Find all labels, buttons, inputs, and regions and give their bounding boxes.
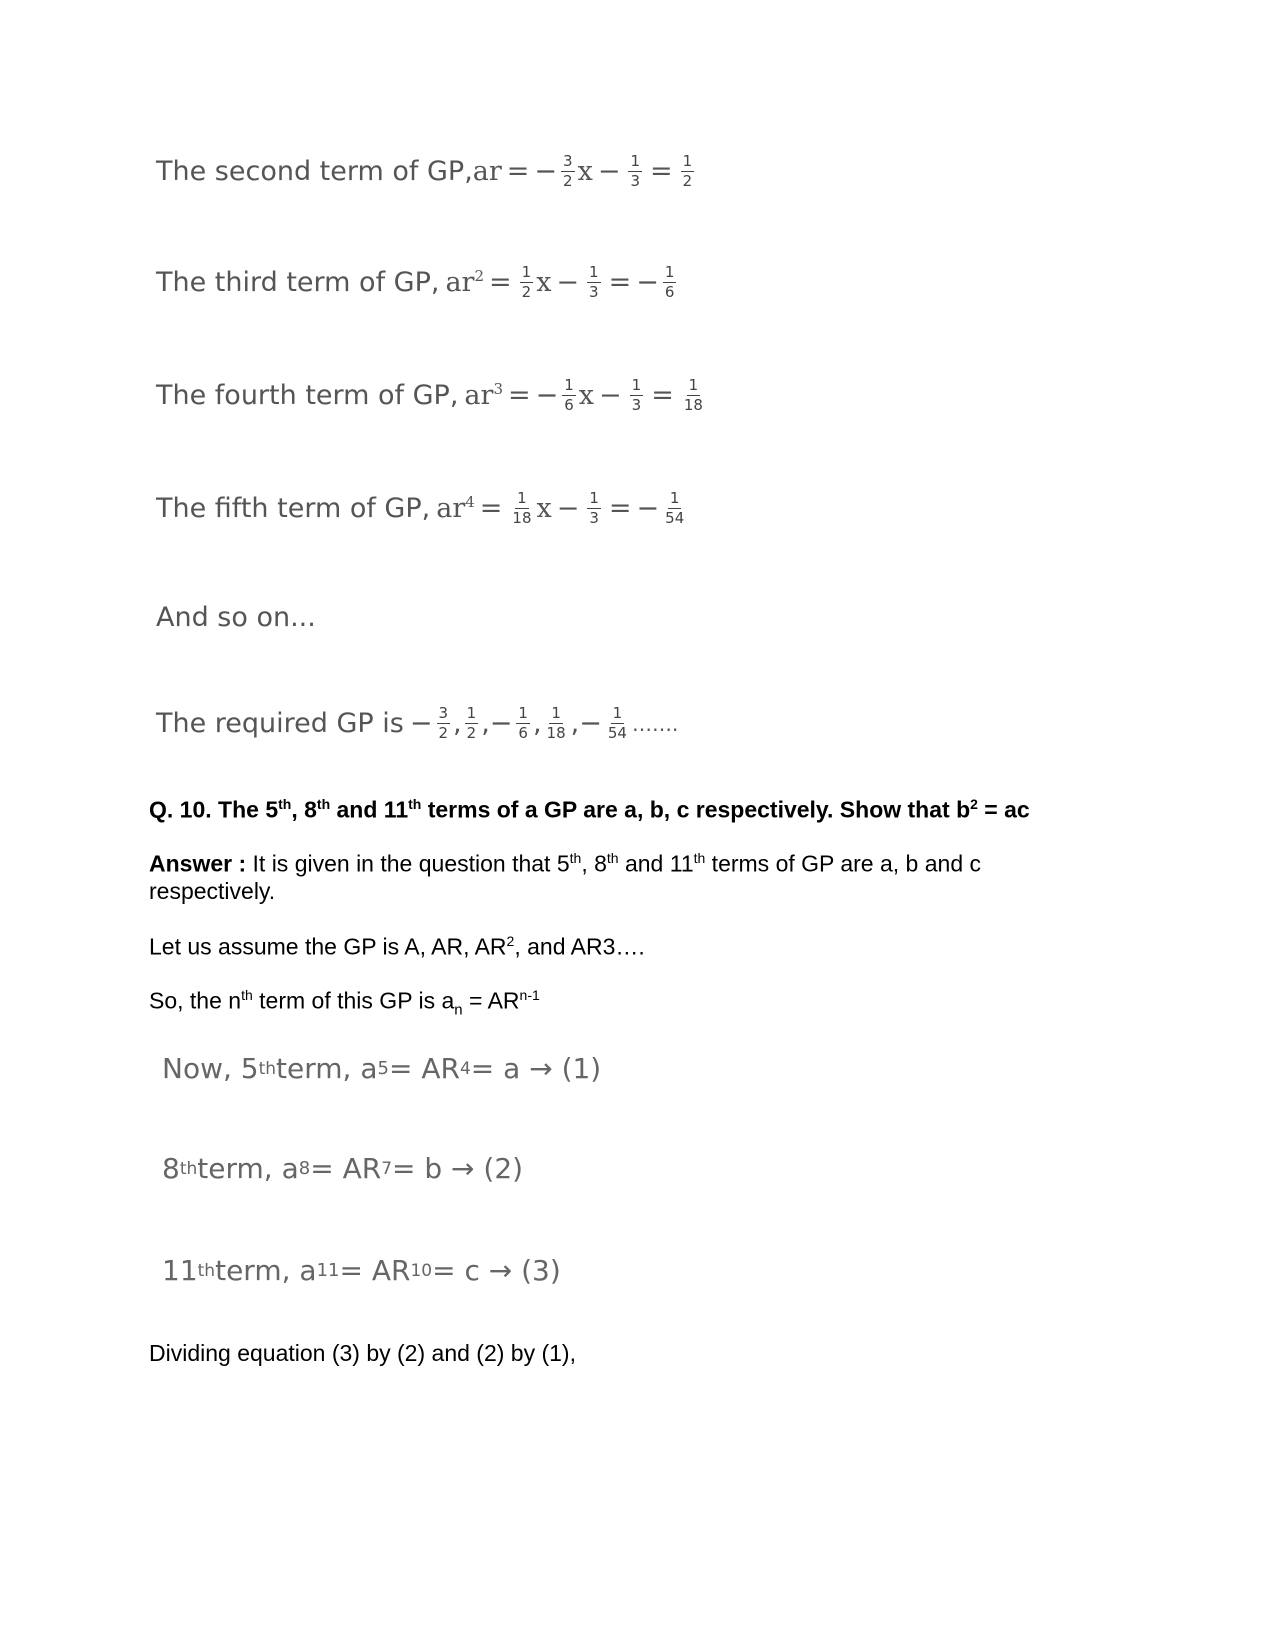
dividing-line: Dividing equation (3) by (2) and (2) by (1),: [149, 1340, 576, 1366]
required-gp-line: The required GP is − $\frac{3}{2}$ , $\frac{1}{2}$ , − $\frac{1}{6}$ , $\frac{1}{18}$ , − $\frac{1}{54}$ …….: [156, 704, 679, 742]
fourth-term-line: [156, 377, 708, 414]
times-sign: x: [577, 156, 593, 187]
third-term-line: [156, 264, 679, 301]
equals-sign: =: [489, 267, 512, 298]
minus-sign: −: [597, 156, 621, 187]
minus-sign: −: [636, 493, 660, 524]
minus-sign: −: [556, 493, 580, 524]
answer-label: Answer :: [149, 850, 247, 877]
eleventh-term-equation: 11 th term, a 11 = AR 10 = c → (3): [162, 1254, 561, 1287]
equals-sign: =: [608, 493, 632, 524]
question-heading: Q. 10. The 5th, 8th and 11th terms of a GP are a, b, c respectively. Show that $b^2$ = ac: [149, 796, 1030, 823]
fraction: $\frac{1}{6}$: [564, 376, 574, 414]
fifth-term-text: The fifth term of GP,: [156, 493, 431, 524]
minus-sign: −: [534, 156, 558, 187]
eighth-term-equation: 8 th term, a 8 = AR 7 = b → (2): [162, 1152, 524, 1185]
second-term-line: [156, 153, 697, 190]
fraction: $\frac{1}{18}$: [546, 704, 566, 742]
fifth-term-line: [156, 490, 689, 527]
fraction: $\frac{1}{54}$: [665, 489, 685, 527]
times-sign: x: [578, 380, 595, 411]
assume-line: Let us assume the GP is A, AR, $AR^2$, and AR3….: [149, 933, 645, 960]
times-sign: x: [536, 267, 552, 298]
fraction: $\frac{1}{3}$: [589, 489, 599, 527]
equals-sign: =: [507, 380, 531, 411]
fifth-term-expr: $ar^4$: [436, 493, 475, 524]
fraction: $\frac{1}{6}$: [518, 704, 528, 742]
fraction: $\frac{1}{2}$: [466, 704, 477, 742]
minus-sign: −: [409, 708, 433, 739]
equals-sign: =: [608, 267, 632, 298]
answer-paragraph: Answer : It is given in the question that 5th, 8th and 11th terms of GP are a, b and c: [149, 850, 982, 877]
answer-paragraph-continued: respectively.: [149, 878, 276, 904]
fraction: $\frac{3}{2}$: [563, 152, 573, 190]
fourth-term-text: The fourth term of GP,: [156, 380, 459, 411]
fraction: $\frac{1}{18}$: [512, 489, 532, 527]
minus-sign: −: [556, 267, 580, 298]
equals-sign: =: [479, 493, 503, 524]
fraction: $\frac{1}{3}$: [589, 263, 599, 301]
fifth-term-equation: Now, 5 th term, a 5 = AR 4 = a → (1): [162, 1052, 602, 1085]
and-so-on-text: And so on...: [156, 602, 316, 633]
minus-sign: −: [636, 267, 659, 298]
times-sign: x: [536, 493, 552, 524]
fraction: $\frac{1}{3}$: [630, 152, 640, 190]
nth-term-line: So, the $n^{th}$ term of this GP is $a_n = AR^{n-1}$: [149, 987, 540, 1019]
second-term-expr: ar: [472, 156, 502, 187]
fraction: $\frac{1}{2}$: [682, 152, 693, 190]
second-term-text: The second term of GP,: [156, 156, 473, 187]
minus-sign: −: [579, 708, 602, 739]
third-term-expr: $ar^2$: [445, 267, 485, 298]
ellipsis: …….: [631, 711, 679, 736]
equals-sign: =: [650, 156, 673, 187]
third-term-text: The third term of GP,: [156, 267, 440, 298]
minus-sign: −: [535, 380, 559, 411]
fraction: $\frac{1}{2}$: [521, 263, 532, 301]
equals-sign: =: [651, 380, 674, 411]
fraction: $\frac{3}{2}$: [438, 704, 449, 742]
fourth-term-expr: $ar^3$: [464, 380, 503, 411]
required-gp-text: The required GP is: [156, 708, 404, 739]
and-so-on-line: [156, 602, 316, 633]
minus-sign: −: [599, 380, 622, 411]
minus-sign: −: [489, 708, 513, 739]
fraction: $\frac{1}{18}$: [683, 376, 703, 414]
fraction: $\frac{1}{3}$: [631, 376, 642, 414]
fraction: $\frac{1}{54}$: [607, 704, 627, 742]
equals-sign: =: [506, 156, 530, 187]
fraction: $\frac{1}{6}$: [664, 263, 675, 301]
